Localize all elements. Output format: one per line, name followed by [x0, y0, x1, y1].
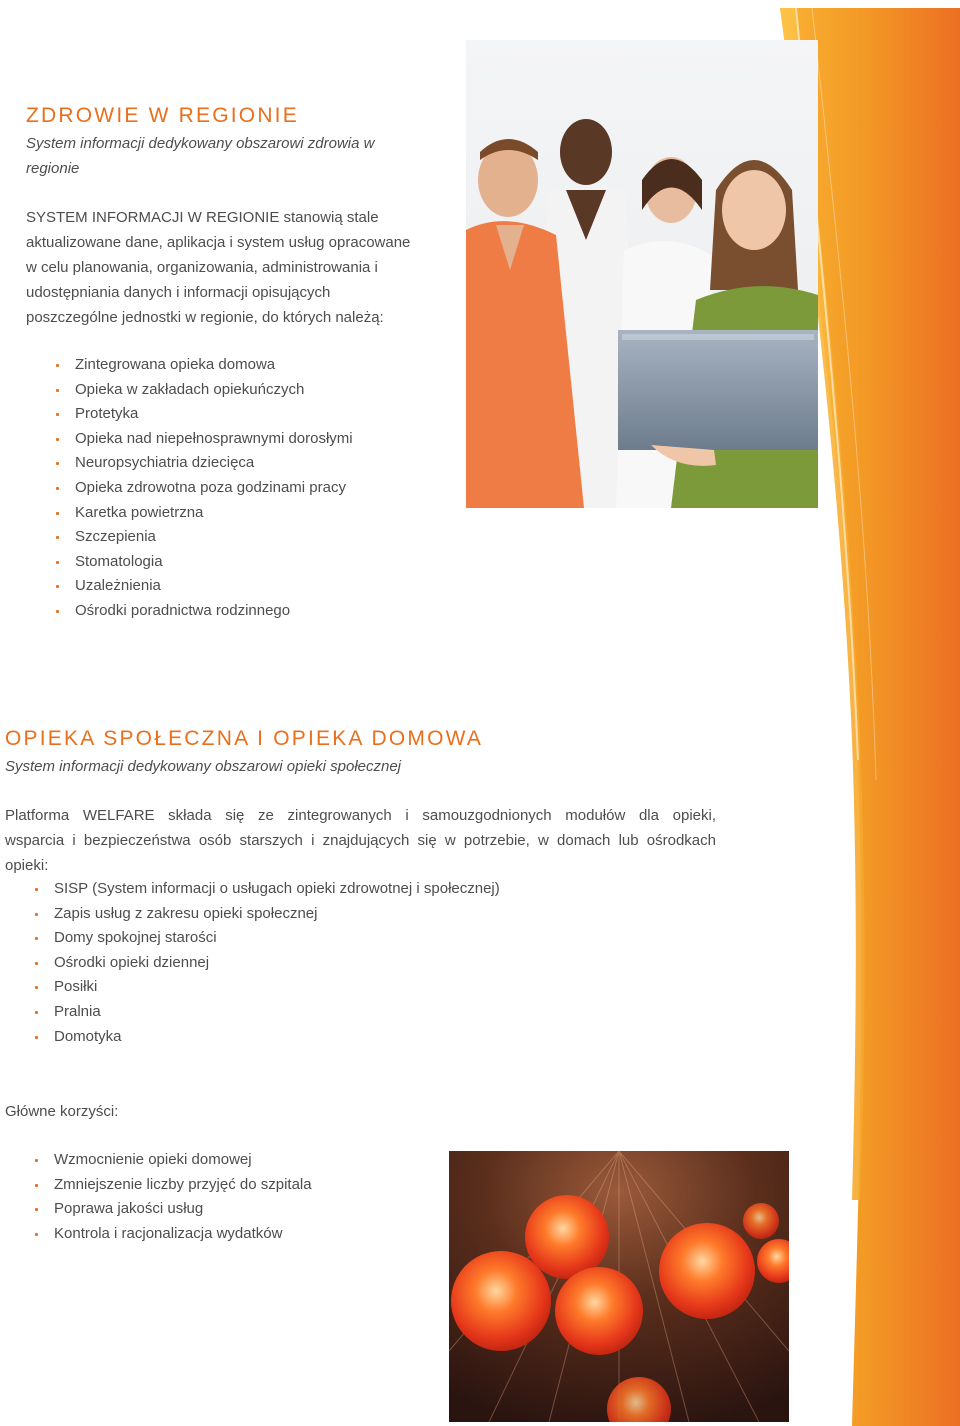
- welfare-modules-list: [33, 877, 500, 1049]
- bullet-icon: [35, 913, 38, 916]
- welfare-paragraph: [5, 803, 716, 878]
- list-item: Protetyka: [54, 402, 353, 427]
- list-item: Szczepienia: [54, 525, 353, 550]
- list-item: Opieka zdrowotna poza godzinami pracy: [54, 476, 353, 501]
- bullet-icon: [56, 536, 59, 539]
- list-item: Domotyka: [33, 1025, 500, 1050]
- section-title-health: ZDROWIE W REGIONIE: [26, 104, 299, 127]
- paragraph-line: Platforma WELFARE składa się ze zintegrowanych i samouzgodnionych modułów dla opieki,: [5, 807, 716, 824]
- list-item: Poprawa jakości usług: [33, 1197, 312, 1222]
- intro-line: poszczególne jednostki w regionie, do których należą:: [26, 309, 384, 326]
- section-subtitle-line: System informacji dedykowany obszarowi zdrowia w: [26, 135, 375, 152]
- list-item: Opieka nad niepełnosprawnymi dorosłymi: [54, 427, 353, 452]
- bullet-icon: [56, 610, 59, 613]
- section-subtitle: System informacji dedykowany obszarowi opieki społecznej: [5, 758, 402, 775]
- bullet-icon: [56, 438, 59, 441]
- intro-line: w celu planowania, organizowania, administrowania i: [26, 259, 378, 276]
- health-units-list: [54, 353, 353, 624]
- intro-line: SYSTEM INFORMACJI W REGIONIE stanowią stale: [26, 209, 379, 226]
- intro-line: udostępniania danych i informacji opisujących: [26, 284, 331, 301]
- bullet-icon: [35, 1208, 38, 1211]
- list-item: SISP (System informacji o usługach opieki zdrowotnej i społecznej): [33, 877, 500, 902]
- bullet-icon: [35, 986, 38, 989]
- list-item: Opieka w zakładach opiekuńczych: [54, 378, 353, 403]
- list-item: Wzmocnienie opieki domowej: [33, 1148, 312, 1173]
- section-subtitle-line: regionie: [26, 160, 80, 177]
- bullet-icon: [35, 962, 38, 965]
- list-item: Uzależnienia: [54, 574, 353, 599]
- bullet-icon: [56, 561, 59, 564]
- intro-line: aktualizowane dane, aplikacja i system usług opracowane: [26, 234, 411, 251]
- list-item: Kontrola i racjonalizacja wydatków: [33, 1222, 312, 1247]
- list-item: Karetka powietrzna: [54, 501, 353, 526]
- bullet-icon: [35, 1233, 38, 1236]
- bullet-icon: [56, 413, 59, 416]
- bullet-icon: [35, 1159, 38, 1162]
- bullet-icon: [35, 937, 38, 940]
- bullet-icon: [56, 389, 59, 392]
- list-item: Pralnia: [33, 1000, 500, 1025]
- bullet-icon: [35, 1036, 38, 1039]
- bullet-icon: [56, 364, 59, 367]
- list-item: Domy spokojnej starości: [33, 926, 500, 951]
- bullet-icon: [56, 487, 59, 490]
- fiber-lights-photo: [449, 1151, 789, 1422]
- list-item: Stomatologia: [54, 550, 353, 575]
- bullet-icon: [35, 1011, 38, 1014]
- list-item: Posiłki: [33, 975, 500, 1000]
- paragraph-line: wsparcia i bezpieczeństwa osób starszych i znajdujących się w potrzebie, w domach lub ośrodkach: [5, 832, 716, 849]
- team-photo: [466, 40, 818, 508]
- list-item: Zapis usług z zakresu opieki społecznej: [33, 902, 500, 927]
- list-item: Ośrodki opieki dziennej: [33, 951, 500, 976]
- bullet-icon: [56, 462, 59, 465]
- section-title-social-care: OPIEKA SPOŁECZNA I OPIEKA DOMOWA: [5, 727, 484, 750]
- list-item: Zmniejszenie liczby przyjęć do szpitala: [33, 1173, 312, 1198]
- benefits-heading: Główne korzyści:: [5, 1103, 119, 1120]
- benefits-list: [33, 1148, 312, 1246]
- paragraph-line: opieki:: [5, 857, 49, 874]
- intro-paragraph: [26, 205, 466, 330]
- bullet-icon: [56, 512, 59, 515]
- bullet-icon: [35, 1184, 38, 1187]
- list-item: Zintegrowana opieka domowa: [54, 353, 353, 378]
- bullet-icon: [35, 888, 38, 891]
- list-item: Ośrodki poradnictwa rodzinnego: [54, 599, 353, 624]
- bullet-icon: [56, 585, 59, 588]
- list-item: Neuropsychiatria dziecięca: [54, 451, 353, 476]
